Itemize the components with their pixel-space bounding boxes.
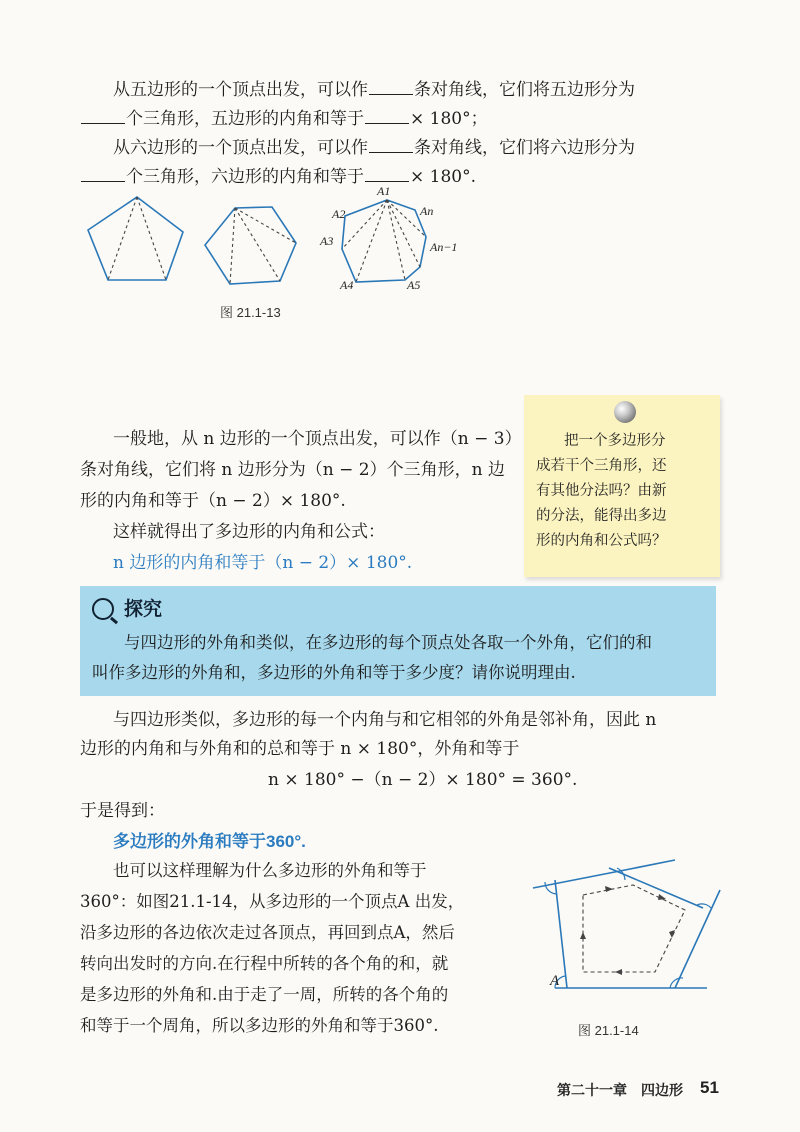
point-a-label: A — [550, 973, 560, 989]
answer-blank[interactable] — [81, 165, 125, 182]
intro-text: 条对角线，它们将五边形分为 — [414, 80, 635, 100]
page-number: 51 — [700, 1078, 719, 1097]
intro-text: 从六边形的一个顶点出发，可以作 — [113, 138, 368, 158]
answer-blank[interactable] — [369, 136, 413, 153]
derivation-line-3: 于是得到： — [80, 801, 165, 821]
intro-line-3 — [113, 134, 635, 163]
diagonal-line — [342, 200, 387, 249]
explore-line: 与四边形的外角和类似，在多边形的每个顶点处各取一个外角，它们的和 — [124, 633, 652, 652]
polygon-side — [533, 860, 675, 888]
vertex-label-a1: A1 — [377, 185, 391, 198]
diagonal-line — [235, 208, 280, 281]
diagonal-line — [230, 208, 235, 284]
explain-line: 沿多边形的各边依次走过各顶点，再回到点A，然后 — [80, 923, 455, 942]
intro-text: 从五边形的一个顶点出发，可以作 — [113, 80, 368, 100]
vertex-label-a5: A5 — [407, 278, 421, 292]
pentagon-shape — [88, 197, 183, 280]
note-line: 有其他分法吗？由新 — [536, 483, 667, 499]
diagonal-line — [356, 200, 387, 282]
explain-line: 也可以这样理解为什么多边形的外角和等于 — [113, 861, 427, 880]
diagonal-line — [387, 200, 405, 280]
chapter-footer: 第二十一章 四边形 — [557, 1082, 683, 1098]
note-line: 把一个多边形分 — [564, 433, 666, 449]
figure-21-1-13 — [70, 185, 470, 295]
derivation-equation: n × 180° −（n − 2）× 180° = 360°. — [268, 770, 578, 790]
explain-line: 和等于一个周角，所以多边形的外角和等于360°. — [80, 1016, 439, 1035]
intro-text: × 180°. — [410, 167, 476, 187]
intro-text: × 180°； — [410, 109, 488, 129]
answer-blank[interactable] — [365, 107, 409, 124]
vertex-label-a2: A2 — [332, 207, 346, 221]
vertex-label-a4: A4 — [340, 278, 354, 292]
sticky-note-text — [536, 429, 712, 554]
figure-21-1-14 — [525, 850, 725, 1000]
vertex-label-an-1: An−1 — [430, 240, 458, 254]
answer-blank[interactable] — [365, 165, 409, 182]
path-arrow-icon — [605, 886, 613, 892]
intro-text: 个三角形，五边形的内角和等于 — [126, 109, 364, 129]
ngon-shape — [342, 200, 426, 282]
derivation-line-1: 与四边形类似，多边形的每一个内角与和它相邻的外角是邻补角，因此 n — [113, 710, 657, 730]
note-line: 形的内角和公式吗？ — [536, 533, 667, 549]
exterior-angle-conclusion: 多边形的外角和等于360°. — [113, 832, 306, 851]
path-arrow-icon — [580, 932, 586, 939]
general-line-1: 一般地，从 n 边形的一个顶点出发，可以作（n − 3） — [113, 429, 522, 449]
derivation-line-2: 边形的内角和与外角和的总和等于 n × 180°，外角和等于 — [80, 739, 520, 759]
interior-angle-formula: n 边形的内角和等于（n − 2）× 180°. — [113, 553, 413, 573]
general-line-3: 形的内角和等于（n − 2）× 180°. — [80, 491, 346, 511]
figure-14-caption: 图 21.1-14 — [578, 1023, 639, 1038]
hexagon-shape — [205, 207, 296, 284]
explore-title — [92, 594, 162, 621]
general-line-2: 条对角线，它们将 n 边形分为（n − 2）个三角形，n 边 — [80, 460, 505, 480]
note-line: 的分法，能得出多边 — [536, 508, 667, 524]
explain-line: 转向出发时的方向.在行程中所转的各个角的和，就 — [80, 954, 449, 973]
explore-line: 叫作多边形的外角和，多边形的外角和等于多少度？请你说明理由. — [92, 663, 576, 682]
pushpin-icon — [614, 401, 636, 423]
figure-13-caption: 图 21.1-13 — [220, 305, 281, 320]
path-arrow-icon — [658, 894, 666, 900]
explore-title-text: 探究 — [124, 599, 163, 620]
vertex-label-an: An — [420, 204, 434, 218]
general-line-4: 这样就得出了多边形的内角和公式： — [113, 522, 385, 542]
path-arrow-icon — [669, 930, 675, 938]
note-line: 成若干个三角形，还 — [536, 458, 667, 474]
explore-box — [80, 586, 716, 696]
intro-text: 个三角形，六边形的内角和等于 — [126, 167, 364, 187]
diagonal-line — [108, 197, 137, 280]
path-arrow-icon — [615, 969, 622, 975]
polygon-side — [555, 880, 567, 988]
diagonal-line — [137, 197, 166, 280]
explain-line: 360°：如图21.1-14，从多边形的一个顶点A 出发， — [80, 892, 465, 911]
explain-paragraph — [80, 855, 464, 1041]
sticky-note — [524, 395, 720, 577]
walking-path — [583, 885, 685, 972]
answer-blank[interactable] — [369, 78, 413, 95]
answer-blank[interactable] — [81, 107, 125, 124]
explore-body — [92, 628, 708, 688]
intro-line-2 — [80, 105, 488, 134]
explain-line: 是多边形的外角和.由于走了一周，所转的各个角的 — [80, 985, 449, 1004]
intro-text: 条对角线，它们将六边形分为 — [414, 138, 635, 158]
diagonal-line — [235, 208, 296, 243]
vertex-label-a3: A3 — [320, 234, 334, 248]
magnifier-icon — [92, 598, 114, 620]
intro-line-1 — [113, 76, 635, 105]
